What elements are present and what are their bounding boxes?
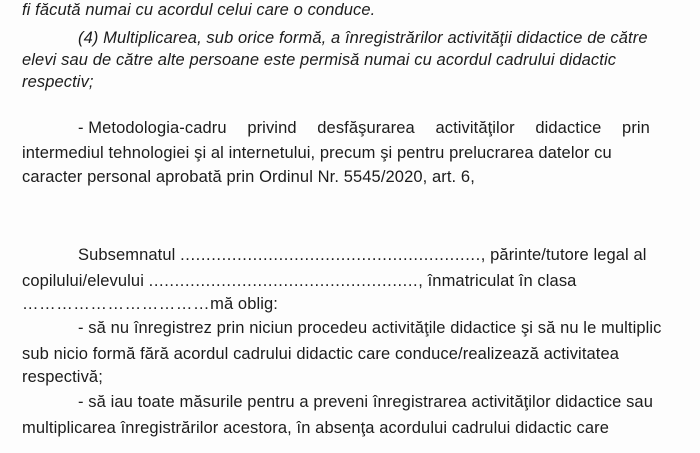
declaration-text: , înmatriculat în clasa xyxy=(418,272,577,290)
declaration-line-3 xyxy=(22,293,278,315)
declaration-line-2 xyxy=(22,270,576,292)
obligation-2-line-1: - să iau toate măsurile pentru a preveni înregistrarea activităţilor didactice sau xyxy=(78,393,653,411)
fill-in-blank-class: …………………………… xyxy=(22,295,211,313)
declaration-text: copilului/elevului xyxy=(22,272,149,290)
fill-in-blank-name: .......................................................... xyxy=(180,246,481,264)
declaration-line-1 xyxy=(78,244,647,266)
paragraph-4-line-1: (4) Multiplicarea, sub orice formă, a înregistrărilor activităţii didactice de către xyxy=(78,29,648,47)
reference-word: desfăşurarea xyxy=(317,119,415,137)
obligation-2-line-2: multiplicarea înregistrărilor acestora, în absenţa acordului cadrului didactic care xyxy=(22,419,609,437)
reference-word: - Metodologia-cadru xyxy=(78,119,227,137)
reference-word: privind xyxy=(247,119,297,137)
reference-line-1 xyxy=(78,117,650,139)
declaration-text: , părinte/tutore legal al xyxy=(480,246,647,264)
paragraph-tail-line: fi făcută numai cu acordul celui care o conduce. xyxy=(22,1,376,19)
reference-line-3: caracter personal aprobată prin Ordinul Nr. 5545/2020, art. 6, xyxy=(22,168,475,186)
reference-line-2: intermediul tehnologiei şi al internetului, precum şi pentru prelucrarea datelor cu xyxy=(22,144,612,162)
obligation-1-line-2: sub nicio formă fără acordul cadrului didactic care conduce/realizează activitatea xyxy=(22,345,620,363)
declaration-text: Subsemnatul xyxy=(78,246,181,264)
paragraph-4-line-3: respectiv; xyxy=(22,73,94,91)
obligation-1-line-3: respectivă; xyxy=(22,368,103,386)
obligation-1-line-1: - să nu înregistrez prin niciun procedeu activităţile didactice şi să nu le multiplic xyxy=(78,319,662,337)
reference-word: activităţilor xyxy=(435,119,515,137)
fill-in-blank-child: .................................................... xyxy=(148,272,419,290)
reference-word: prin xyxy=(622,119,650,137)
reference-word: didactice xyxy=(535,119,602,137)
declaration-text: mă oblig: xyxy=(210,295,278,313)
paragraph-4-line-2: elevi sau de către alte persoane este permisă numai cu acordul cadrului didactic xyxy=(22,51,617,69)
